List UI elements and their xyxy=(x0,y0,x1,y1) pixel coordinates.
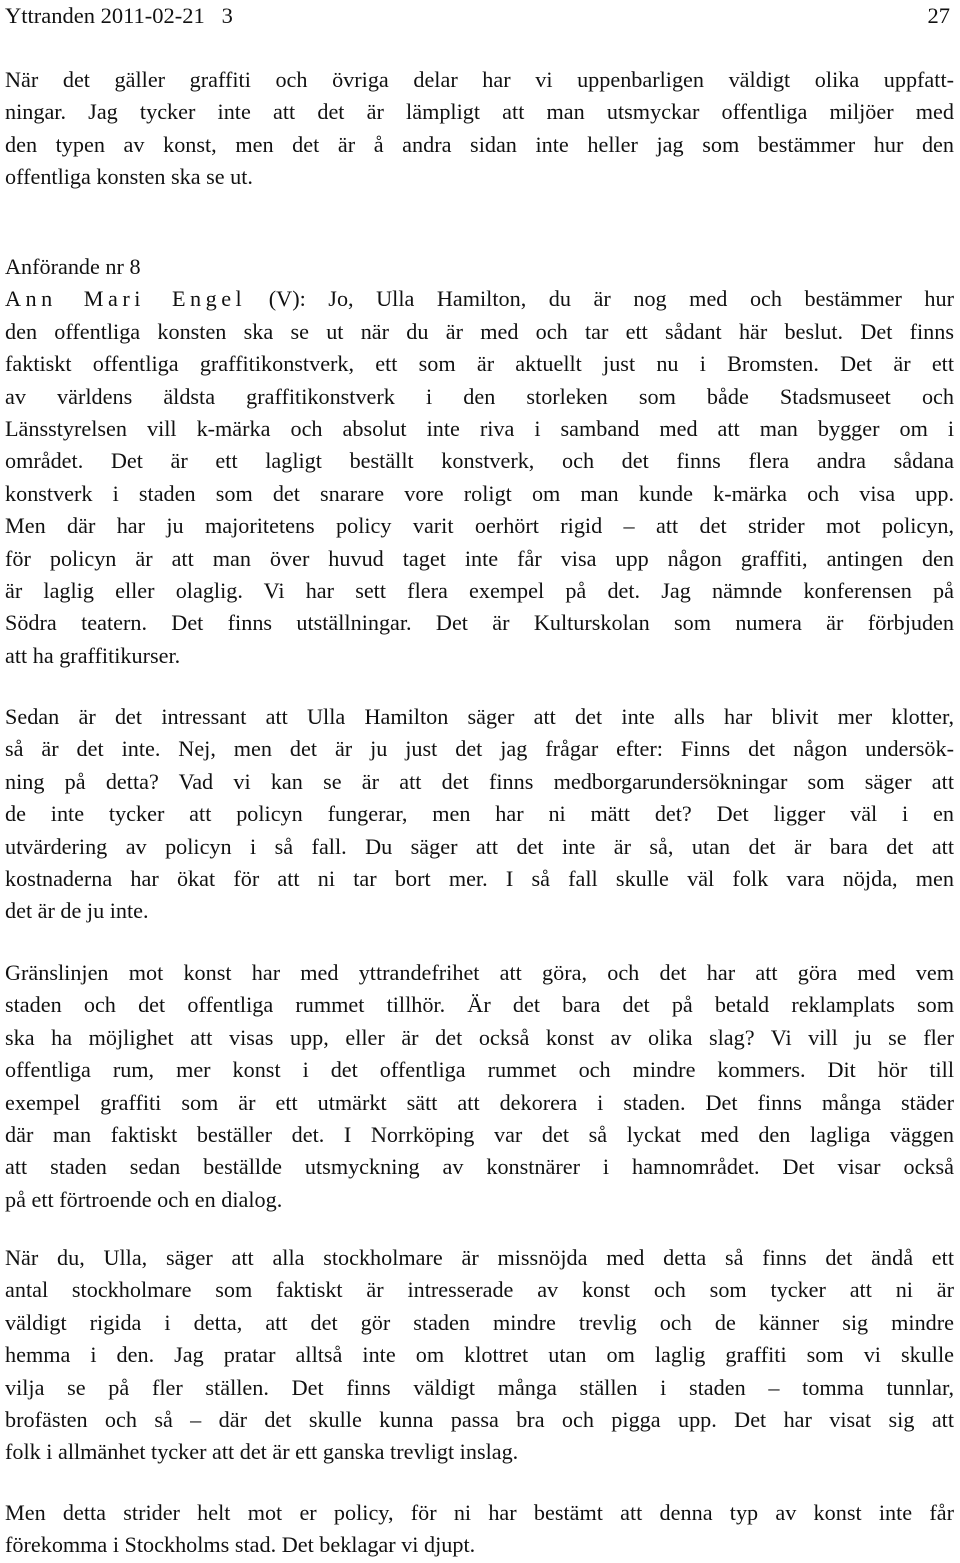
text-line: När du, Ulla, säger att alla stockholmare är missnöjda med detta så finns det ändå ett xyxy=(5,1245,954,1270)
paragraph-3 xyxy=(5,701,954,928)
text-line: är laglig eller olaglig. Vi har sett flera exempel på det. Jag nämnde konferensen på xyxy=(5,577,954,603)
text-line: brofästen och så – där det skulle kunna passa bra och pigga upp. Det har visat sig att xyxy=(5,1406,954,1432)
text-line: på ett förtroende och en dialog. xyxy=(5,1186,283,1212)
text-line: att staden sedan beställde utsmyckning av konstnärer i hamnområdet. Det visar också xyxy=(5,1154,954,1180)
text-line: konstverk i staden som det snarare vore roligt om man kunde k-märka och visa upp. xyxy=(5,480,954,506)
text-line: exempel graffiti som är ett utmärkt sätt att dekorera i staden. Det finns många städer xyxy=(5,1089,954,1115)
text-line: Men detta strider helt mot er policy, för ni har bestämt att denna typ av konst inte får xyxy=(5,1500,954,1525)
page-number: 27 xyxy=(927,3,950,28)
text-line: ningar. Jag tycker inte att det är lämpligt att man utsmyckar offentliga miljöer med xyxy=(5,99,954,125)
text-line: så är det inte. Nej, men det är ju just det jag frågar efter: Finns det någon undersök- xyxy=(5,736,954,762)
text-line: den typen av konst, men det är å andra sidan inte heller jag som bestämmer hur den xyxy=(5,131,954,157)
text-line: väldigt rigida i detta, att det gör staden mindre trevlig och de känner sig mindre xyxy=(5,1309,954,1335)
text-line: Sedan är det intressant att Ulla Hamilton säger att det inte alls har blivit mer klotter, xyxy=(5,704,954,729)
text-line: När det gäller graffiti och övriga delar har vi uppenbarligen väldigt olika uppfatt- xyxy=(5,67,954,92)
text-line: att ha graffitikurser. xyxy=(5,642,181,668)
speech-heading: Anförande nr 8 xyxy=(5,254,141,279)
text-line: utvärdering av policyn i så fall. Du säger att det inte är så, utan det är bara det att xyxy=(5,833,954,859)
speech-first-line xyxy=(5,283,954,315)
page-header xyxy=(5,0,950,32)
header-title: Yttranden 2011-02-21 3 xyxy=(5,3,233,28)
speaker-name: Ann Mari Engel xyxy=(5,286,247,312)
text-line: kostnaderna har ökat för att ni tar bort mer. I så fall skulle väl folk vara nöjda, men xyxy=(5,865,954,891)
text-line: av världens äldsta graffitikonstverk i den storleken som både Stadsmuseet och xyxy=(5,383,954,409)
paragraph-6 xyxy=(5,1497,954,1562)
text-line: Länsstyrelsen vill k-märka och absolut inte riva i samband med att man bygger om i xyxy=(5,415,954,441)
text-line: för policyn är att man över huvud taget inte får visa upp någon graffiti, antingen den xyxy=(5,545,954,571)
text-line: staden och det offentliga rummet tillhör. Är det bara det på betald reklamplats som xyxy=(5,992,954,1018)
text-line: där man faktiskt beställer det. I Norrköping var det så lyckat med den lagliga väggen xyxy=(5,1121,954,1147)
speech-first-line-text: (V): Jo, Ulla Hamilton, du är nog med och bestämmer hur xyxy=(268,286,955,312)
text-line: Men där har ju majoritetens policy varit oerhört rigid – att det strider mot policyn, xyxy=(5,513,954,539)
text-line: hemma i den. Jag pratar alltså inte om klottret utan om laglig graffiti som vi skulle xyxy=(5,1342,954,1368)
text-line: Gränslinjen mot konst har med yttrandefrihet att göra, och det har att göra med vem xyxy=(5,960,954,985)
text-line: Södra teatern. Det finns utställningar. Det är Kulturskolan som numera är förbjuden xyxy=(5,610,954,636)
paragraph-4 xyxy=(5,957,954,1216)
text-line: området. Det är ett lagligt beställt konstverk, och det finns flera andra sådana xyxy=(5,448,954,474)
text-line: vilja se på fler ställen. Det finns väldigt många ställen i staden – tomma tunnlar, xyxy=(5,1374,954,1400)
text-line: förekomma i Stockholms stad. Det beklagar vi djupt. xyxy=(5,1532,476,1558)
text-line: offentliga konsten ska se ut. xyxy=(5,164,253,190)
text-line: faktiskt offentliga graffitikonstverk, ett som är aktuellt just nu i Bromsten. Det är ett xyxy=(5,351,954,377)
text-line: den offentliga konsten ska se ut när du är med och tar ett sådant här beslut. Det finns xyxy=(5,318,954,344)
text-line: de inte tycker att policyn fungerar, men har ni mätt det? Det ligger väl i en xyxy=(5,801,954,827)
text-line: antal stockholmare som faktiskt är intresserade av konst och som tycker att ni är xyxy=(5,1277,954,1303)
paragraph-5 xyxy=(5,1242,954,1469)
text-line: ning på detta? Vad vi kan se är att det finns medborgarundersökningar som säger att xyxy=(5,768,954,794)
text-line: folk i allmänhet tycker att det är ett ganska trevligt inslag. xyxy=(5,1439,519,1465)
text-line: ska ha möjlighet att visas upp, eller är det också konst av olika slag? Vi vill ju se fler xyxy=(5,1024,954,1050)
paragraph-intro xyxy=(5,64,954,194)
speech-block xyxy=(5,251,954,672)
text-line: det är de ju inte. xyxy=(5,898,149,924)
text-line: offentliga rum, mer konst i det offentliga rummet och mindre kommers. Dit hör till xyxy=(5,1057,954,1083)
